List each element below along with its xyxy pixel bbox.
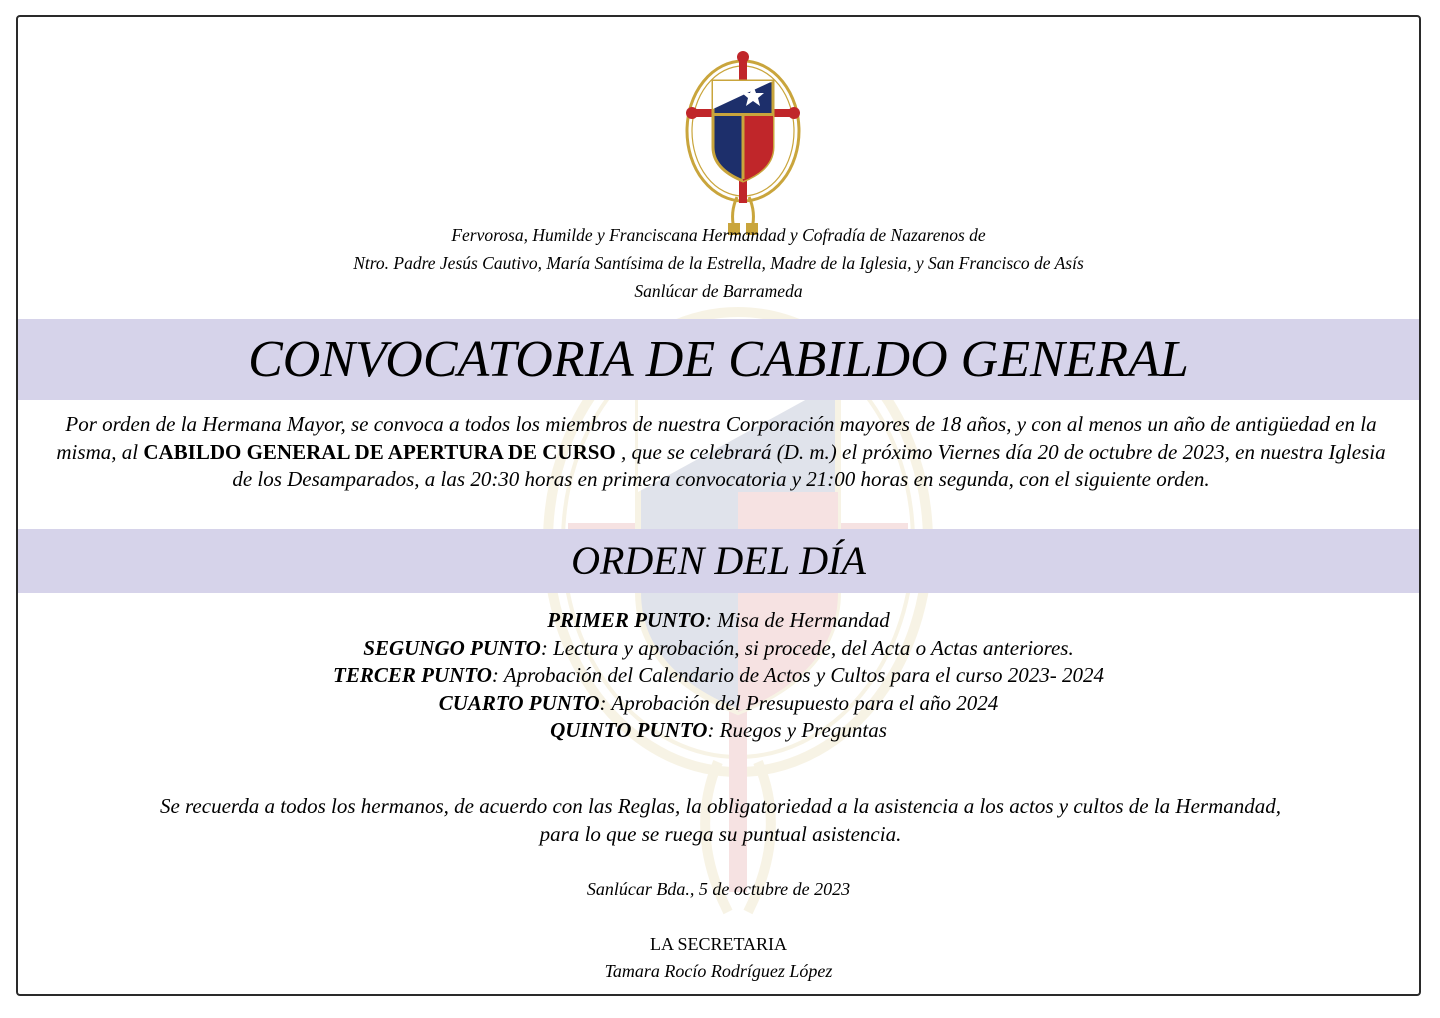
agenda-point bbox=[18, 662, 1419, 690]
signature-name: Tamara Rocío Rodríguez López bbox=[604, 961, 833, 981]
agenda-point-text: : Misa de Hermandad bbox=[704, 608, 890, 632]
agenda-point bbox=[18, 635, 1419, 663]
agenda-point-text: : Aprobación del Calendario de Actos y Cultos para el curso 2023- 2024 bbox=[491, 663, 1104, 687]
agenda-point-text: : Aprobación del Presupuesto para el año 2024 bbox=[599, 690, 999, 715]
reminder-line-1: Se recuerda a todos los hermanos, de acuerdo con las Reglas, la obligatoriedad a la asistencia a los actos y cultos de la Hermandad, bbox=[159, 794, 1282, 818]
title-band bbox=[18, 319, 1419, 400]
agenda-point-label: SEGUNGO PUNTO bbox=[363, 635, 541, 660]
agenda-title: ORDEN DEL DÍA bbox=[571, 538, 866, 583]
agenda-band bbox=[18, 529, 1419, 593]
agenda-point-label: TERCER PUNTO bbox=[333, 663, 492, 687]
agenda-points bbox=[18, 607, 1419, 745]
document-frame bbox=[16, 15, 1421, 996]
convocation-text-start: Por orden de la Hermana Mayor, se convoca a todos los miembros de nuestra Corporación mayores de 18 años, y con al menos un año de antigüedad en la misma, al bbox=[56, 412, 1377, 464]
reminder-line-2: para lo que se ruega su puntual asistencia. bbox=[539, 822, 902, 846]
agenda-point-text: : Ruegos y Preguntas bbox=[707, 718, 887, 742]
agenda-point-text: : Lectura y aprobación, si procede, del Acta o Actas anteriores. bbox=[540, 635, 1074, 660]
agenda-point bbox=[18, 607, 1419, 635]
brotherhood-name-line-2: Ntro. Padre Jesús Cautivo, María Santísima de la Estrella, Madre de la Iglesia, y San Francisco de Asís bbox=[353, 253, 1084, 273]
convocation-text-end: , que se celebrará (D. m.) el próximo Viernes día 20 de octubre de 2023, en nuestra Iglesia de los Desamparados, a las 20:30 horas en primera convocatoria y 21:00 horas en segunda, con el siguiente orden. bbox=[232, 439, 1386, 491]
page-title: CONVOCATORIA DE CABILDO GENERAL bbox=[248, 331, 1189, 388]
brotherhood-name-line-1: Fervorosa, Humilde y Franciscana Hermandad y Cofradía de Nazarenos de bbox=[451, 225, 986, 245]
city-name: Sanlúcar de Barrameda bbox=[634, 281, 803, 301]
attendance-reminder bbox=[68, 792, 1373, 848]
agenda-point-label: CUARTO PUNTO bbox=[438, 690, 600, 715]
signature-role: LA SECRETARIA bbox=[649, 934, 788, 954]
cabildo-name: CABILDO GENERAL DE APERTURA DE CURSO bbox=[143, 439, 616, 464]
convocation-paragraph bbox=[52, 411, 1390, 494]
agenda-point-label: QUINTO PUNTO bbox=[550, 718, 708, 742]
agenda-point-label: PRIMER PUNTO bbox=[547, 608, 705, 632]
date-place: Sanlúcar Bda., 5 de octubre de 2023 bbox=[586, 879, 851, 899]
agenda-point bbox=[18, 717, 1419, 745]
brotherhood-coat-of-arms-icon bbox=[682, 47, 804, 237]
agenda-point bbox=[18, 690, 1419, 718]
